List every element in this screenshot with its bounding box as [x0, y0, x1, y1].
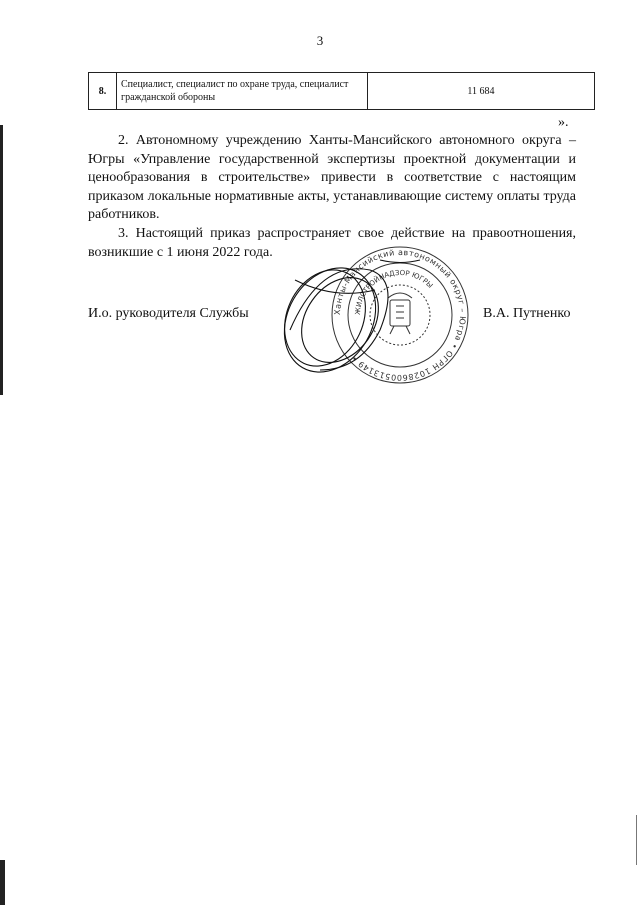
scan-edge-line: [0, 125, 3, 395]
seal-outer-text: Ханты-Мансийский автономный округ – Югра • ОГРН 1028600513149 •: [332, 247, 468, 383]
salary-table: [88, 72, 595, 110]
seal-inner-text: ЖИЛСТРОЙНАДЗОР ЮГРЫ: [353, 268, 435, 316]
position-title: Специалист, специалист по охране труда, специалист гражданской обороны: [117, 73, 368, 110]
closing-quote: ».: [558, 115, 569, 130]
signer-title: И.о. руководителя Службы: [88, 306, 249, 321]
official-seal-with-signature: [270, 240, 480, 390]
svg-text:Ханты-Мансийский автономный ок: [333, 248, 467, 382]
scan-edge-line: [636, 815, 637, 865]
salary-amount: 11 684: [368, 73, 595, 110]
paragraph-2: 2. Автономному учреждению Ханты-Мансийского автономного округа – Югры «Управление государственной экспертизы проектной документации и ценообразования в строительстве» привести в соответствие с настоящим приказом локальные нормативные акты, устанавливающие систему оплаты труда работников.: [88, 133, 576, 222]
scan-edge-line: [0, 860, 5, 905]
paragraph-3: 3. Настоящий приказ распространяет свое действие на правоотношения, возникшие с 1 июня 2022 года.: [88, 226, 576, 260]
stamp: [332, 247, 468, 383]
signer-name: В.А. Путненко: [483, 306, 571, 321]
page-number: 3: [316, 33, 324, 48]
row-number: 8.: [89, 73, 117, 110]
table-row: [89, 73, 595, 110]
